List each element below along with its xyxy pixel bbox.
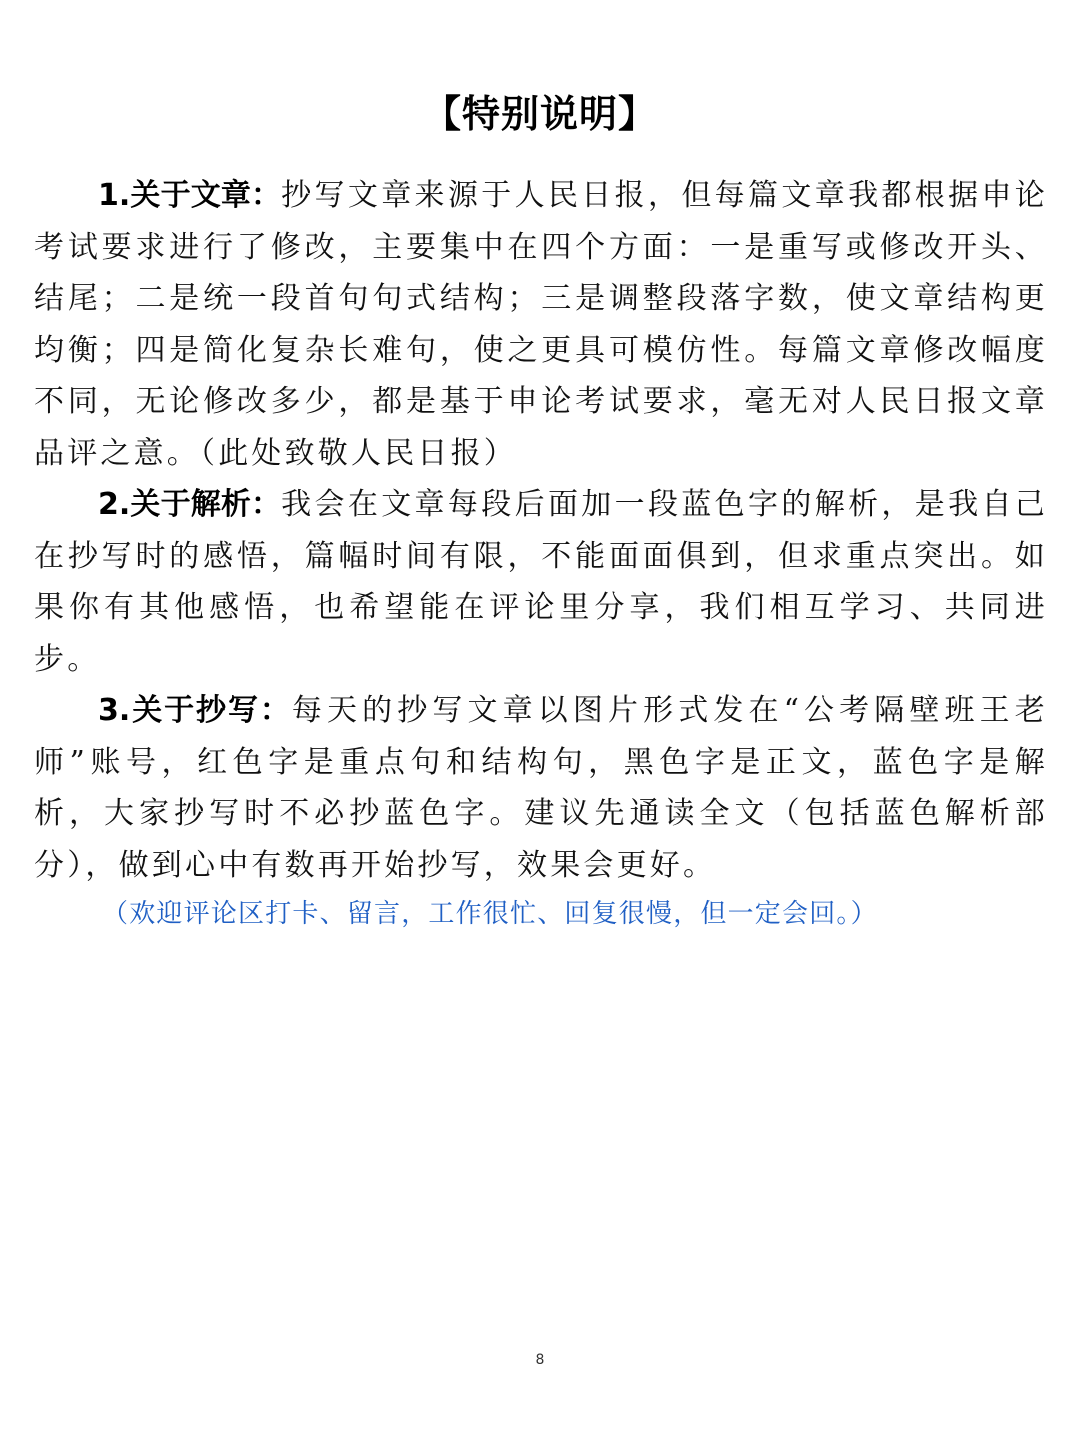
instructions-body	[34, 170, 1048, 891]
page-title: 【特别说明】	[422, 92, 657, 136]
section-separator: ：	[251, 487, 282, 522]
section-body-copying: 每天的抄写文章以图片形式发在“公考隔壁班王老师”账号，红色字是重点句和结构句，黑色字是正文，蓝色字是解析，大家抄写时不必抄蓝色字。建议先通读全文（包括蓝色解析部分），做到心中有数再开始抄写，效果会更好。	[34, 693, 1049, 883]
section-copying	[34, 685, 1048, 891]
section-heading-articles: 1.关于文章	[98, 178, 252, 213]
section-separator: ：	[259, 693, 292, 728]
comment-note: （欢迎评论区打卡、留言，工作很忙、回复很慢，但一定会回。）	[102, 899, 878, 929]
section-separator: ：	[251, 178, 282, 213]
section-heading-analysis: 2.关于解析	[98, 487, 252, 522]
section-body-analysis: 我会在文章每段后面加一段蓝色字的解析，是我自己在抄写时的感悟，篇幅时间有限，不能面面俱到，但求重点突出。如果你有其他感悟，也希望能在评论里分享，我们相互学习、共同进步。	[34, 487, 1048, 677]
page-number: 8	[535, 1352, 545, 1368]
section-analysis	[34, 479, 1048, 685]
section-heading-copying: 3.关于抄写	[98, 693, 260, 728]
section-body-articles: 抄写文章来源于人民日报，但每篇文章我都根据申论考试要求进行了修改，主要集中在四个方面：一是重写或修改开头、结尾；二是统一段首句句式结构；三是调整段落字数，使文章结构更均衡；四是简化复杂长难句，使之更具可模仿性。每篇文章修改幅度不同，无论修改多少，都是基于申论考试要求，毫无对人民日报文章品评之意。（此处致敬人民日报）	[34, 178, 1048, 471]
section-articles	[34, 170, 1048, 479]
